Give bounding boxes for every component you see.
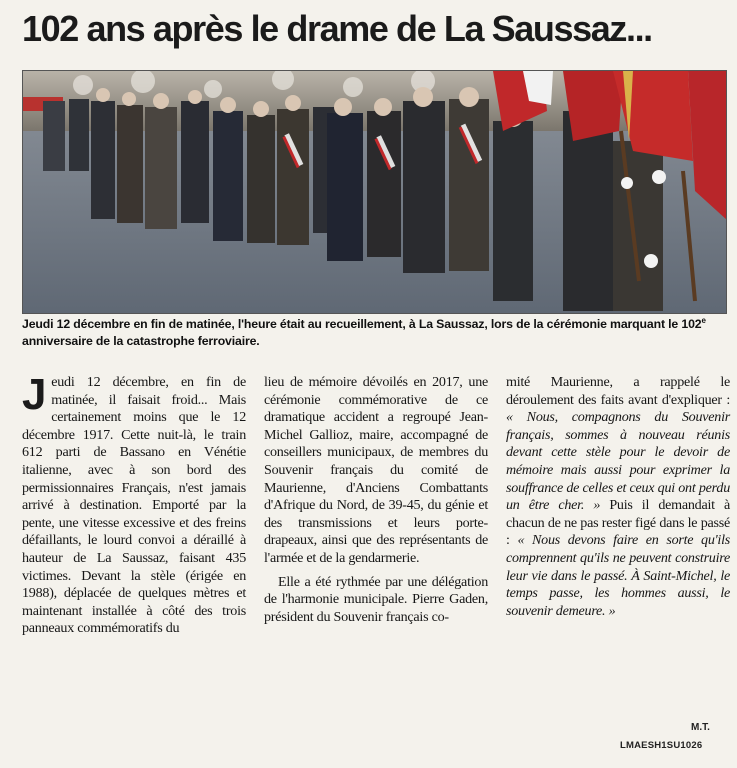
caption-text-1: Jeudi 12 décembre en fin de matinée, l'heure était au recueillement, à La Saussaz, lors de la cérémonie marquant le 102 [22, 317, 702, 331]
column-2-paragraph-1: lieu de mémoire dévoilés en 2017, une cérémonie commémorative de ce dramatique accident a regroupé Jean-Michel Gallioz, maire, accompagné de conseillers municipaux, de membres du Souvenir français du comité de Maurienne, d'Anciens Combattants d'Afrique du Nord, de 39-45, du génie et des transmissions et leurs porte-drapeaux, ainsi que des représentants de l'armée et de la gendarmerie. [264, 374, 488, 566]
column-1-paragraph [22, 370, 246, 638]
column-1-text: eudi 12 décembre, en fin de matinée, il faisait froid... Mais certainement moins que le 12 décembre 1917. Cette nuit-là, le train 612 parti de Bassano en Vénétie italienne, avec à son bord des permissionnaires Français, n'est jamais arrivé à destination. Emporté par la pente, une vitesse excessive et des freins défaillants, le lourd convoi a déraillé à hauteur de La Saussaz, faisant 435 victimes. Devant la stèle (érigée en 1988), déplacée de quelques mètres et maintenant installée à côté des trois panneaux commémoratifs du [22, 374, 246, 637]
column-3-text-b: Puis il demandait à chacun de ne pas rester figé dans le passé : [506, 497, 730, 549]
column-3-paragraph [506, 374, 730, 620]
article-column-2 [264, 374, 488, 626]
reference-code: LMAESH1SU1026 [620, 740, 703, 751]
quote-2: « Nous devons faire en sorte qu'ils comprennent qu'ils ne peuvent construire leur vie dans le passé. À Saint-Michel, le temps passe, les hommes aussi, le souvenir demeure. » [506, 532, 730, 619]
quote-1: « Nous, compagnons du Souvenir français, sommes à nouveau réunis devant cette stèle pour le devoir de mémoire mais aussi pour exprimer la souffrance de celles et ceux qui ont perdu un être cher. » [506, 409, 730, 514]
ceremony-photo [22, 70, 727, 314]
caption-text-2: anniversaire de la catastrophe ferroviaire. [22, 334, 260, 348]
column-2-paragraph-2: Elle a été rythmée par une délégation de l'harmonie municipale. Pierre Gaden, président du Souvenir français co- [264, 573, 488, 625]
photo-caption [22, 316, 727, 350]
dropcap: J [22, 370, 47, 419]
caption-superscript: e [701, 315, 706, 325]
headline: 102 ans après le drame de La Saussaz... [22, 8, 652, 49]
author-signature: M.T. [691, 722, 710, 733]
column-3-text-a: mité Maurienne, a rappelé le déroulement des faits avant d'expliquer : [506, 374, 730, 408]
article-column-1 [22, 370, 246, 638]
article-column-3 [506, 374, 730, 620]
